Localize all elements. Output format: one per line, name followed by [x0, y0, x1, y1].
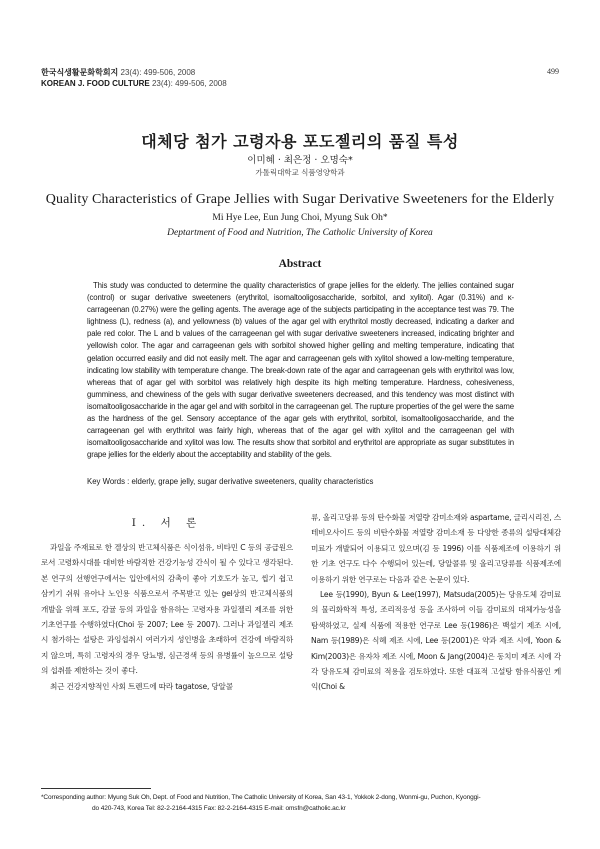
- keywords: Key Words : elderly, grape jelly, sugar derivative sweeteners, quality characteristics: [87, 477, 374, 486]
- journal-name-en: KOREAN J. FOOD CULTURE: [41, 79, 150, 88]
- english-authors: Mi Hye Lee, Eun Jung Choi, Myung Suk Oh*: [212, 213, 388, 223]
- korean-title: 대체당 첨가 고령자용 포도젤리의 품질 특성: [141, 132, 459, 151]
- section-heading-introduction: I. 서 론: [131, 517, 203, 529]
- journal-line-ko: [41, 67, 227, 78]
- english-affiliation: Deptartment of Food and Nutrition, The Catholic University of Korea: [167, 228, 433, 238]
- body-left-column: [41, 510, 293, 694]
- journal-header: [41, 67, 227, 89]
- body-right-column: [311, 510, 561, 695]
- body-paragraph: 과일을 주재료로 한 겔상의 반고체식품은 식이섬유, 비타민 C 등의 공급원으로서 고령화시대를 대비한 바람직한 건강기능성 간식이 될 수 있다고 생각된다. 본 연구의 선행연구에서는 입안에서의 감촉이 좋아 기호도가 높고, 씹기 쉽고 삼키기 쉬워 유아나 노인용 식품으로서 주목받고 있는 gel상의 반고체식품의 개발을 위해 포도, 감귤 등의 과일을 함유하는 고령자용 과일젤리 제조를 위한 기초연구를 수행하였다(Choi 등 2007; Lee 등 2007). 그러나 과일젤리 제조 시 첨가하는 설탕은 과잉섭취시 여러가지 성인병을 초래하여 건강에 바람직하지 않으며, 특히 고령자의 경우 당뇨병, 심근경색 등의 유병률이 높으므로 설탕의 섭취를 제한하는 것이 좋다.: [41, 543, 293, 676]
- footnote-line: do 420-743, Korea Tel: 82-2-2164-4315 Fax: 82-2-2164-4315 E-mail: omsfn@catholic.ac.kr: [92, 805, 346, 812]
- korean-affiliation: 가톨릭대학교 식품영양학과: [255, 168, 345, 177]
- body-paragraph: Lee 등(1990), Byun & Lee(1997), Matsuda(2005)는 당유도체 감미료의 물리화학적 특성, 조리적응성 등을 조사하여 이들 감미료의 대체가능성을 탐색하였고, 실제 식품에 적용한 연구로 Lee 등(1986)은 백설기 제조 시에, Nam 등(1989)은 식혜 제조 시에, Lee 등(2001)은 약과 제조 시에, Yoon & Kim(2003)은 유자차 제조 시에, Moon & Jang(2004)은 동치미 제조 시에 각각 당유도체 감미료의 적용을 검토하였다. 또한 대표적 고설탕 함유식품인 케익(Choi &: [311, 590, 561, 692]
- abstract-heading: Abstract: [278, 258, 322, 270]
- abstract-body: This study was conducted to determine the quality characteristics of grape jellies for the elderly. The jellies contained sugar (control) or sugar derivative sweeteners (erythritol, isomaltooligosaccharide, sorbitol, and xylitol). Agar (0.31%) and κ-carrageenan (0.27%) were the gelling agents. The average age of the subjects participating in the acceptance test was 79. The lightness (L), redness (a), and yellowness (b) values of the agar gel with erythritol mostly decreased, indicating a darker and pale red color. The L and b values of the carrageenan gel with sugar derivative sweeteners increased, indicating brighter and yellowish color. The agar and carrageenan gels with sorbitol showed higher gelling and melting temperature, indicating that gelation occurred easily and did not easily melt. The agar and carrageenan gels with xylitol showed a low-melting temperature, indicating low stability with temperature change. The break-down rate of the agar and carrageenan gels with erythritol was low, whereas that of agar gel with sorbitol was relatively high despite its high melting temperature. Hardness, cohesiveness, gumminess, and chewiness of the gels with sugar derivative sweeteners decreased, and this tendency was most distinct with isomaltooligosaccharide in the agar gel and with sorbitol in the carrageenan gel. The rupture properties of the gel were the same as the hardness of the gel. Sensory acceptance of the agar gels with erythritol, sorbitol, isomaltooligosaccharide, and the carrageenan gel with erythritol was fairly high, whereas that of the agar gel with xylitol and the carrageenan gel with isomaltooligosaccharide and xylitol was low. The results show that sorbitol and erythritol are appropriate as sugar substitutes in grape jellies for the elderly about the acceptability and stability of the gels.: [87, 281, 514, 460]
- english-title: Quality Characteristics of Grape Jellies with Sugar Derivative Sweeteners for the Elderly: [45, 192, 555, 207]
- journal-name-ko: 한국식생활문화학회지: [41, 68, 119, 77]
- journal-volume-ko: 23(4): 499-506, 2008: [120, 68, 196, 77]
- journal-volume-en: 23(4): 499-506, 2008: [151, 79, 227, 88]
- footnote-line: *Corresponding author: Myung Suk Oh, Dept. of Food and Nutrition, The Catholic University of Korea, San 43-1, Yokkok 2-dong, Wonmi-gu, Puchon, Kyonggi-: [41, 794, 481, 801]
- corresponding-author-footnote: [41, 792, 561, 814]
- body-paragraph: 류, 올리고당류 등의 탄수화물 저열량 감미소재와 aspartame, 글리시리진, 스테비오사이드 등의 비탄수화물 저열량 감미소재 등 다양한 종류의 설탕대체감미료가 개발되어 이용되고 있으며(김 등 1996) 이를 식품제조에 이용하기 위한 기초 연구도 다수 수행되어 있는데, 당알콜류 및 올리고당류를 식품제조에 이용하기 위한 연구로는 다음과 같은 논문이 있다.: [311, 513, 561, 584]
- footnote-divider: [41, 788, 151, 789]
- page-number: 499: [547, 67, 559, 76]
- korean-authors: 이미혜 · 최은정 · 오명숙*: [247, 155, 353, 166]
- body-paragraph: 최근 건강지향적인 사회 트렌드에 따라 tagatose, 당알콜: [50, 681, 233, 691]
- journal-line-en: [41, 78, 227, 89]
